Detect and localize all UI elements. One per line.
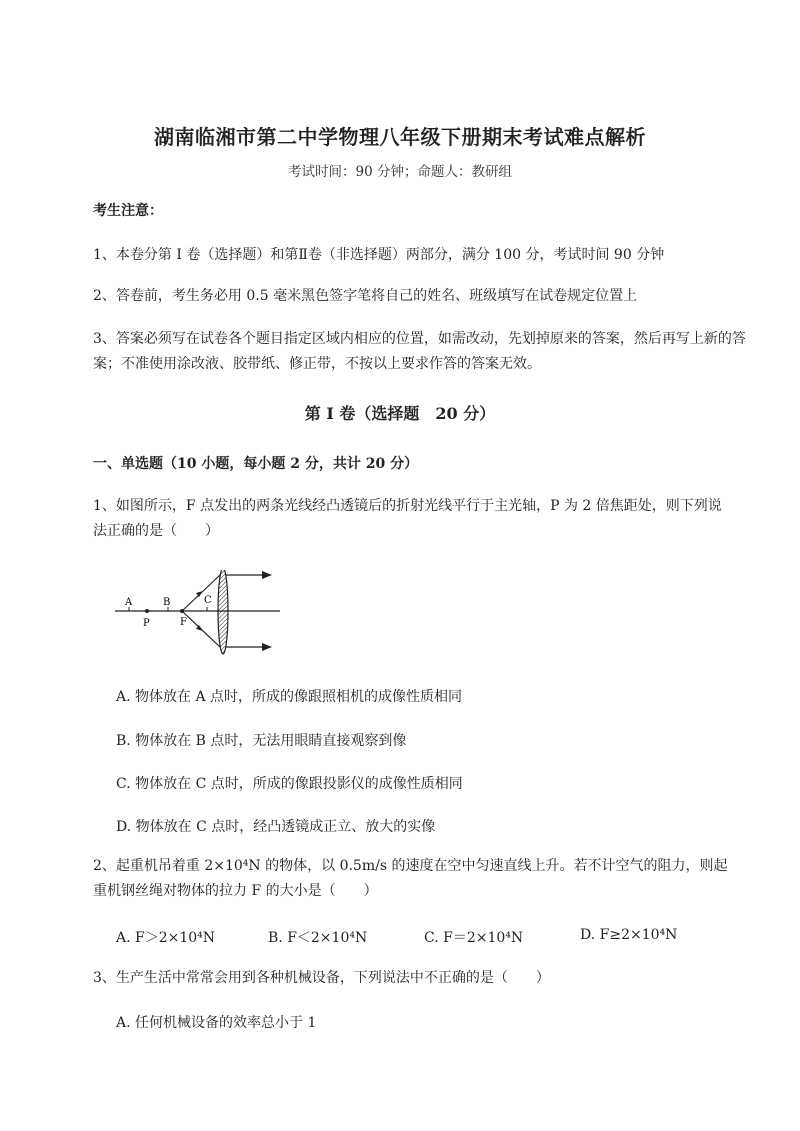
question-3-option-a: A. 任何机械设备的效率总小于 1 (116, 1015, 317, 1031)
label-a: A (125, 597, 133, 608)
question-2-option-a: A. F＞2×10⁴N (116, 930, 216, 946)
point-p (145, 609, 149, 613)
notice-item-2: 2、答卷前，考生务必用 0.5 毫米黑色签字笔将自己的姓名、班级填写在试卷规定位置上 (93, 288, 638, 304)
question-3-stem: 3、生产生活中常常会用到各种机械设备，下列说法中不正确的是（ ） (93, 970, 550, 986)
notice-item-1: 1、本卷分第 I 卷（选择题）和第Ⅱ卷（非选择题）两部分，满分 100 分，考试时间 90 分钟 (93, 247, 665, 263)
notice-item-3: 3、答案必须写在试卷各个题目指定区域内相应的位置，如需改动，先划掉原来的答案，然后再写上新的答案；不准使用涂改液、胶带纸、修正带，不按以上要求作答的答案无效。 (93, 331, 746, 372)
label-f: F (180, 617, 187, 628)
section-title: 第 I 卷（选择题 20 分） (304, 404, 496, 423)
question-2-option-c: C. F＝2×10⁴N (424, 930, 524, 946)
question-2-option-d: D. F≥2×10⁴N (580, 927, 678, 943)
question-1-stem-line2: 法正确的是（ ） (93, 523, 219, 539)
arrow-upper-refracted (262, 571, 272, 579)
label-b: B (163, 597, 171, 608)
question-1-option-a: A. 物体放在 A 点时，所成的像跟照相机的成像性质相同 (116, 689, 463, 705)
point-f (180, 609, 184, 613)
exam-info: 考试时间：90 分钟；命题人：教研组 (288, 164, 512, 180)
question-1-option-c: C. 物体放在 C 点时，所成的像跟投影仪的成像性质相同 (116, 776, 463, 792)
label-p: P (143, 618, 150, 629)
lens-diagram (110, 570, 290, 662)
question-2-stem-line2: 重机钢丝绳对物体的拉力 F 的大小是（ ） (93, 883, 378, 899)
arrow-lower-refracted (262, 643, 272, 651)
question-2-stem-line1: 2、起重机吊着重 2×10⁴N 的物体，以 0.5m/s 的速度在空中匀速直线上升。若不计空气的阻力，则起 (93, 858, 728, 874)
question-1-option-d: D. 物体放在 C 点时，经凸透镜成正立、放大的实像 (116, 819, 436, 835)
notice-heading: 考生注意： (93, 203, 163, 219)
page-title: 湖南临湘市第二中学物理八年级下册期末考试难点解析 (154, 125, 646, 149)
part-heading: 一、单选题（10 小题，每小题 2 分，共计 20 分） (93, 456, 419, 472)
convex-lens (218, 570, 228, 654)
question-2-option-b: B. F＜2×10⁴N (268, 930, 368, 946)
question-1-option-b: B. 物体放在 B 点时，无法用眼睛直接观察到像 (116, 733, 407, 749)
label-c: C (204, 595, 212, 606)
question-1-stem-line1: 1、如图所示，F 点发出的两条光线经凸透镜后的折射光线平行于主光轴，P 为 2 倍焦距处，则下列说 (93, 498, 722, 514)
